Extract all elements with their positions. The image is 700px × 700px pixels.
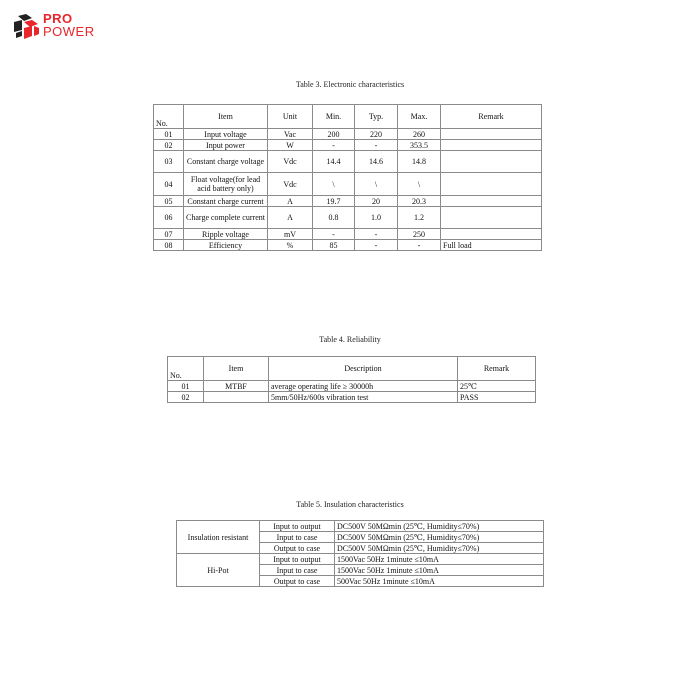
cell-remark: 25℃ bbox=[458, 381, 536, 392]
cell-max: 1.2 bbox=[398, 207, 441, 229]
cell-item: Input voltage bbox=[184, 129, 268, 140]
cell-test-point: Output to case bbox=[260, 543, 335, 554]
reliability-table bbox=[167, 356, 536, 403]
cell-no: 08 bbox=[154, 240, 184, 251]
cell-max: - bbox=[398, 240, 441, 251]
cell-test-group: Insulation resistant bbox=[177, 521, 260, 554]
cell-test-condition: DC500V 50MΩmin (25℃, Humidity≤70%) bbox=[335, 521, 544, 532]
cell-max: 353.5 bbox=[398, 140, 441, 151]
cell-test-condition: 1500Vac 50Hz 1minute ≤10mA bbox=[335, 554, 544, 565]
table-row bbox=[177, 521, 544, 532]
table-row bbox=[154, 229, 542, 240]
table-header-row bbox=[168, 357, 536, 381]
cell-description: 5mm/50Hz/600s vibration test bbox=[269, 392, 458, 403]
cell-typ: - bbox=[355, 140, 398, 151]
cell-typ: 1.0 bbox=[355, 207, 398, 229]
cell-no: 02 bbox=[154, 140, 184, 151]
cell-typ: 20 bbox=[355, 196, 398, 207]
cell-unit: mV bbox=[268, 229, 313, 240]
cell-no: 01 bbox=[154, 129, 184, 140]
cell-min: - bbox=[313, 140, 355, 151]
electronic-characteristics-table bbox=[153, 104, 542, 251]
logo-text-power: POWER bbox=[43, 24, 95, 39]
cell-description: average operating life ≥ 30000h bbox=[269, 381, 458, 392]
table-row bbox=[154, 151, 542, 173]
cell-unit: Vac bbox=[268, 129, 313, 140]
cell-remark bbox=[441, 196, 542, 207]
header-unit: Unit bbox=[268, 105, 313, 129]
table-row bbox=[154, 207, 542, 229]
table-row bbox=[154, 196, 542, 207]
cell-no: 05 bbox=[154, 196, 184, 207]
cell-min: \ bbox=[313, 173, 355, 196]
cell-item: Constant charge voltage bbox=[184, 151, 268, 173]
cell-min: 200 bbox=[313, 129, 355, 140]
cell-test-point: Input to output bbox=[260, 521, 335, 532]
header-no: No. bbox=[154, 105, 184, 129]
cell-test-point: Input to case bbox=[260, 532, 335, 543]
table-row bbox=[154, 173, 542, 196]
table4-caption: Table 4. Reliability bbox=[319, 335, 381, 344]
cell-test-condition: DC500V 50MΩmin (25℃, Humidity≤70%) bbox=[335, 543, 544, 554]
cell-no: 06 bbox=[154, 207, 184, 229]
brand-logo bbox=[12, 12, 122, 42]
table-row bbox=[154, 129, 542, 140]
header-max: Max. bbox=[398, 105, 441, 129]
cell-remark bbox=[441, 140, 542, 151]
table-row bbox=[177, 554, 544, 565]
cell-max: 250 bbox=[398, 229, 441, 240]
table-row bbox=[168, 381, 536, 392]
table-row bbox=[154, 140, 542, 151]
cell-remark: Full load bbox=[441, 240, 542, 251]
cell-min: 0.8 bbox=[313, 207, 355, 229]
cell-test-condition: 500Vac 50Hz 1minute ≤10mA bbox=[335, 576, 544, 587]
cell-item: Constant charge current bbox=[184, 196, 268, 207]
header-typ: Typ. bbox=[355, 105, 398, 129]
cell-unit: Vdc bbox=[268, 173, 313, 196]
cell-typ: 14.6 bbox=[355, 151, 398, 173]
cell-unit: A bbox=[268, 196, 313, 207]
cell-item: Efficiency bbox=[184, 240, 268, 251]
cell-no: 07 bbox=[154, 229, 184, 240]
cell-max: 260 bbox=[398, 129, 441, 140]
cell-item bbox=[204, 392, 269, 403]
cell-item: Float voltage(for lead acid battery only) bbox=[184, 173, 268, 196]
header-no: No. bbox=[168, 357, 204, 381]
table5-caption: Table 5. Insulation characteristics bbox=[296, 500, 404, 509]
cell-unit: % bbox=[268, 240, 313, 251]
table-header-row bbox=[154, 105, 542, 129]
table-row bbox=[154, 240, 542, 251]
cell-max: 14.8 bbox=[398, 151, 441, 173]
cell-typ: \ bbox=[355, 173, 398, 196]
cell-test-group: Hi-Pot bbox=[177, 554, 260, 587]
logo-text-pro: PRO bbox=[43, 11, 73, 26]
cell-no: 04 bbox=[154, 173, 184, 196]
cell-typ: - bbox=[355, 229, 398, 240]
header-remark: Remark bbox=[441, 105, 542, 129]
table-row bbox=[168, 392, 536, 403]
insulation-characteristics-table bbox=[176, 520, 544, 587]
cell-min: - bbox=[313, 229, 355, 240]
cell-unit: A bbox=[268, 207, 313, 229]
cell-typ: - bbox=[355, 240, 398, 251]
pro-power-logo-icon bbox=[12, 14, 40, 40]
cell-test-point: Output to case bbox=[260, 576, 335, 587]
cell-item: Input power bbox=[184, 140, 268, 151]
cell-item: MTBF bbox=[204, 381, 269, 392]
header-item: Item bbox=[184, 105, 268, 129]
cell-max: \ bbox=[398, 173, 441, 196]
cell-test-point: Input to case bbox=[260, 565, 335, 576]
cell-no: 03 bbox=[154, 151, 184, 173]
header-description: Description bbox=[269, 357, 458, 381]
cell-max: 20.3 bbox=[398, 196, 441, 207]
cell-remark bbox=[441, 229, 542, 240]
cell-typ: 220 bbox=[355, 129, 398, 140]
cell-remark: PASS bbox=[458, 392, 536, 403]
cell-test-point: Input to output bbox=[260, 554, 335, 565]
cell-item: Ripple voltage bbox=[184, 229, 268, 240]
cell-no: 02 bbox=[168, 392, 204, 403]
cell-min: 85 bbox=[313, 240, 355, 251]
cell-remark bbox=[441, 207, 542, 229]
cell-no: 01 bbox=[168, 381, 204, 392]
cell-unit: Vdc bbox=[268, 151, 313, 173]
table3-caption: Table 3. Electronic characteristics bbox=[295, 80, 405, 89]
cell-remark bbox=[441, 151, 542, 173]
cell-test-condition: DC500V 50MΩmin (25℃, Humidity≤70%) bbox=[335, 532, 544, 543]
header-remark: Remark bbox=[458, 357, 536, 381]
header-min: Min. bbox=[313, 105, 355, 129]
cell-test-condition: 1500Vac 50Hz 1minute ≤10mA bbox=[335, 565, 544, 576]
cell-item: Charge complete current bbox=[184, 207, 268, 229]
cell-remark bbox=[441, 173, 542, 196]
cell-min: 19.7 bbox=[313, 196, 355, 207]
cell-remark bbox=[441, 129, 542, 140]
header-item: Item bbox=[204, 357, 269, 381]
cell-min: 14.4 bbox=[313, 151, 355, 173]
cell-unit: W bbox=[268, 140, 313, 151]
